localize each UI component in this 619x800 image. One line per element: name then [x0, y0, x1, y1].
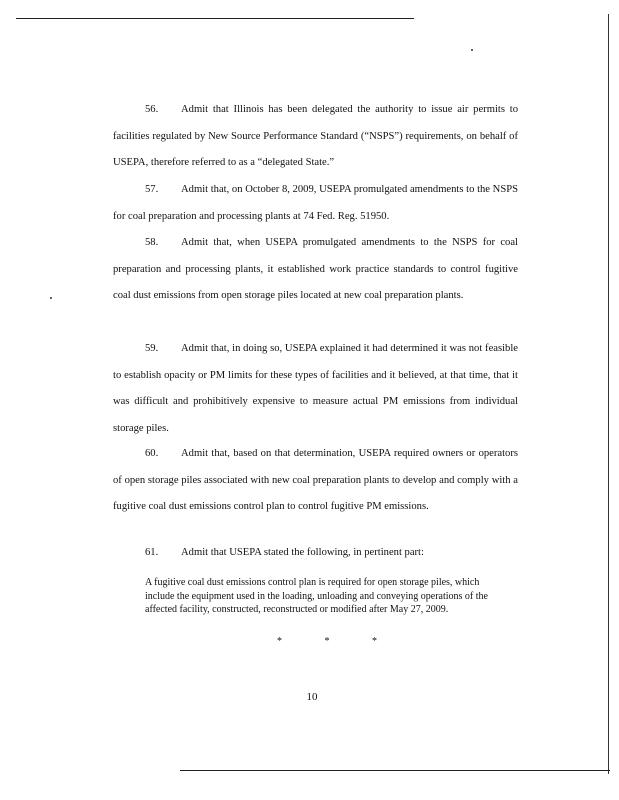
paragraph-61: [113, 540, 518, 567]
paragraph-59: [113, 336, 518, 442]
paragraph-number: 58.: [145, 237, 159, 248]
paragraph-text: Admit that, in doing so, USEPA explained it had determined it was not feasible to establish opacity or PM limits for these types of facilities and it believed, at that time, that it was difficult and prohibitively expensive to measure actual PM emissions from individual storage piles.: [113, 343, 518, 434]
paragraph-number: 59.: [145, 343, 159, 354]
top-rule: [16, 18, 414, 19]
paragraph-text: Admit that USEPA stated the following, in pertinent part:: [181, 547, 424, 558]
page-number: 10: [306, 691, 318, 703]
paragraph-number: 61.: [145, 547, 159, 558]
paragraph-text: Admit that Illinois has been delegated the authority to issue air permits to facilities regulated by New Source Performance Standard (“NSPS”) requirements, on behalf of USEPA, therefore referred to as a “delegated State.”: [113, 104, 518, 168]
paragraph-number: 60.: [145, 448, 159, 459]
paragraph-text: Admit that, when USEPA promulgated amendments to the NSPS for coal preparation and processing plants, it established work practice standards to control fugitive coal dust emissions from open storage piles located at new coal preparation plants.: [113, 237, 518, 301]
paragraph-56: [113, 97, 518, 177]
paragraph-text: Admit that, on October 8, 2009, USEPA promulgated amendments to the NSPS for coal preparation and processing plants at 74 Fed. Reg. 51950.: [113, 184, 518, 222]
right-margin-rule: [608, 14, 609, 774]
paragraph-57: [113, 177, 518, 230]
bottom-rule: [180, 770, 610, 771]
paragraph-number: 56.: [145, 104, 159, 115]
block-quote: A fugitive coal dust emissions control plan is required for open storage piles, which include the equipment used in the loading, unloading and conveying operations of the affected facility, constructed, reconstructed or modified after May 27, 2009.: [145, 577, 488, 616]
paragraph-58: [113, 230, 518, 310]
paragraph-text: Admit that, based on that determination, USEPA required owners or operators of open storage piles associated with new coal preparation plants to develop and comply with a fugitive coal dust emissions control plan to control fugitive PM emissions.: [113, 448, 518, 512]
paragraph-number: 57.: [145, 184, 159, 195]
ellipsis-stars: * * *: [277, 636, 397, 647]
paragraph-60: [113, 441, 518, 521]
scan-speck: [471, 49, 473, 51]
scan-speck: [50, 297, 52, 299]
